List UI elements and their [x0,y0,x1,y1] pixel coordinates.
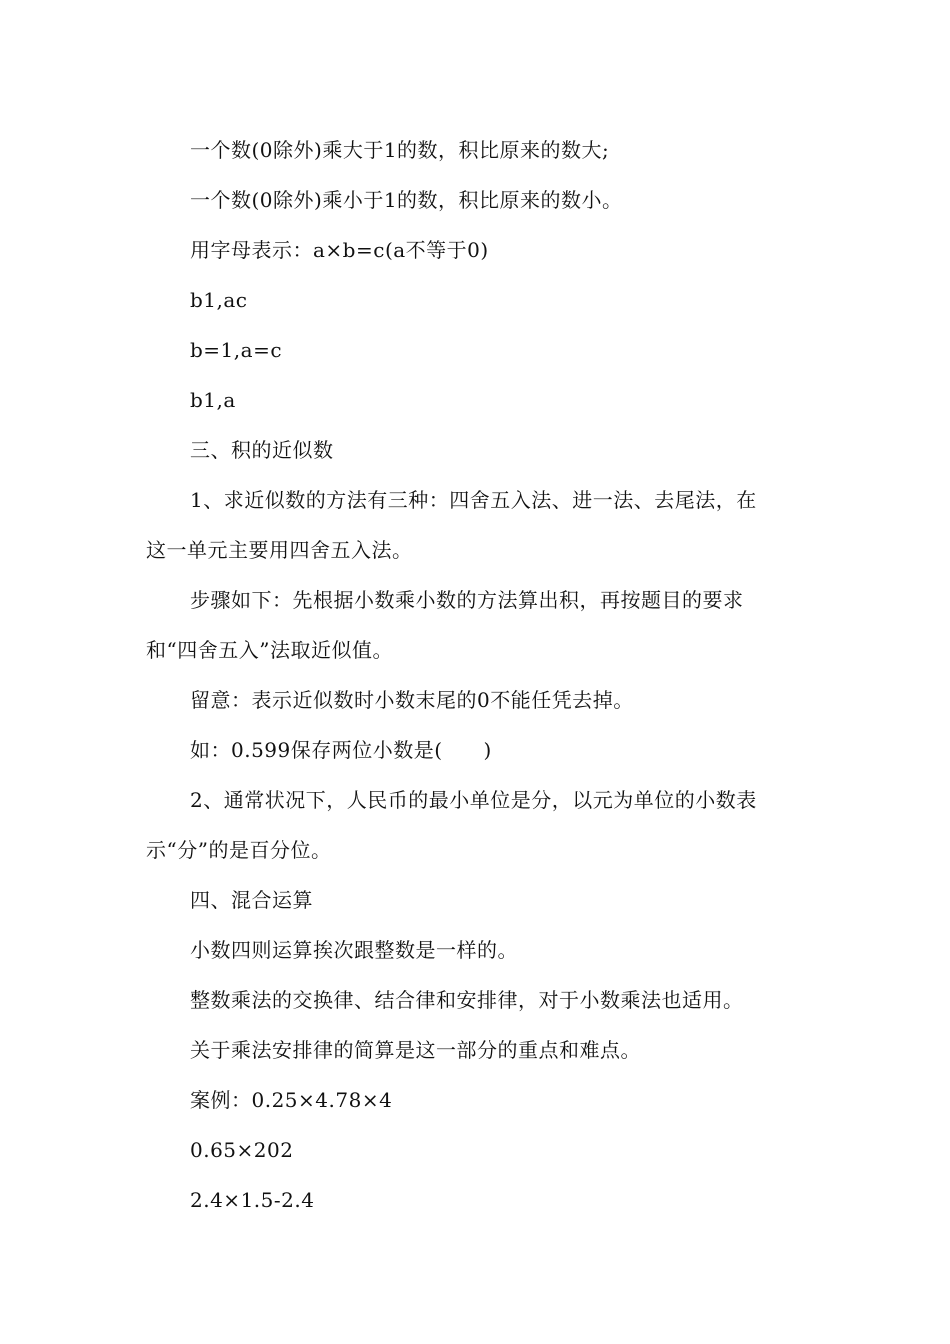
text-line: 用字母表示：a×b=c(a不等于0) [190,238,489,262]
text-line: 小数四则运算挨次跟整数是一样的。 [190,938,518,962]
text-line: b1,ac [190,288,248,312]
section-heading: 三、积的近似数 [190,438,334,462]
text-line: 案例：0.25×4.78×4 [190,1088,393,1112]
text-line: 和“四舍五入”法取近似值。 [146,638,393,662]
text-line: 步骤如下：先根据小数乘小数的方法算出积，再按题目的要求 [190,588,744,612]
text-line: 1、求近似数的方法有三种：四舍五入法、进一法、去尾法，在 [190,488,757,512]
text-line: 一个数(0除外)乘小于1的数，积比原来的数小。 [190,188,623,212]
text-line: 0.65×202 [190,1138,294,1162]
text-line: 整数乘法的交换律、结合律和安排律，对于小数乘法也适用。 [190,988,744,1012]
text-line: 关于乘法安排律的简算是这一部分的重点和难点。 [190,1038,641,1062]
text-line: 2、通常状况下，人民币的最小单位是分，以元为单位的小数表 [190,788,757,812]
text-line: b=1,a=c [190,338,283,362]
text-line: 如：0.599保存两位小数是( ) [190,738,492,762]
text-line: 一个数(0除外)乘大于1的数，积比原来的数大; [190,138,610,162]
section-heading: 四、混合运算 [190,888,313,912]
text-line: 2.4×1.5-2.4 [190,1188,315,1212]
text-line: 这一单元主要用四舍五入法。 [146,538,413,562]
text-line: b1,a [190,388,236,412]
text-line: 留意：表示近似数时小数末尾的0不能任凭去掉。 [190,688,634,712]
text-line: 示“分”的是百分位。 [146,838,332,862]
